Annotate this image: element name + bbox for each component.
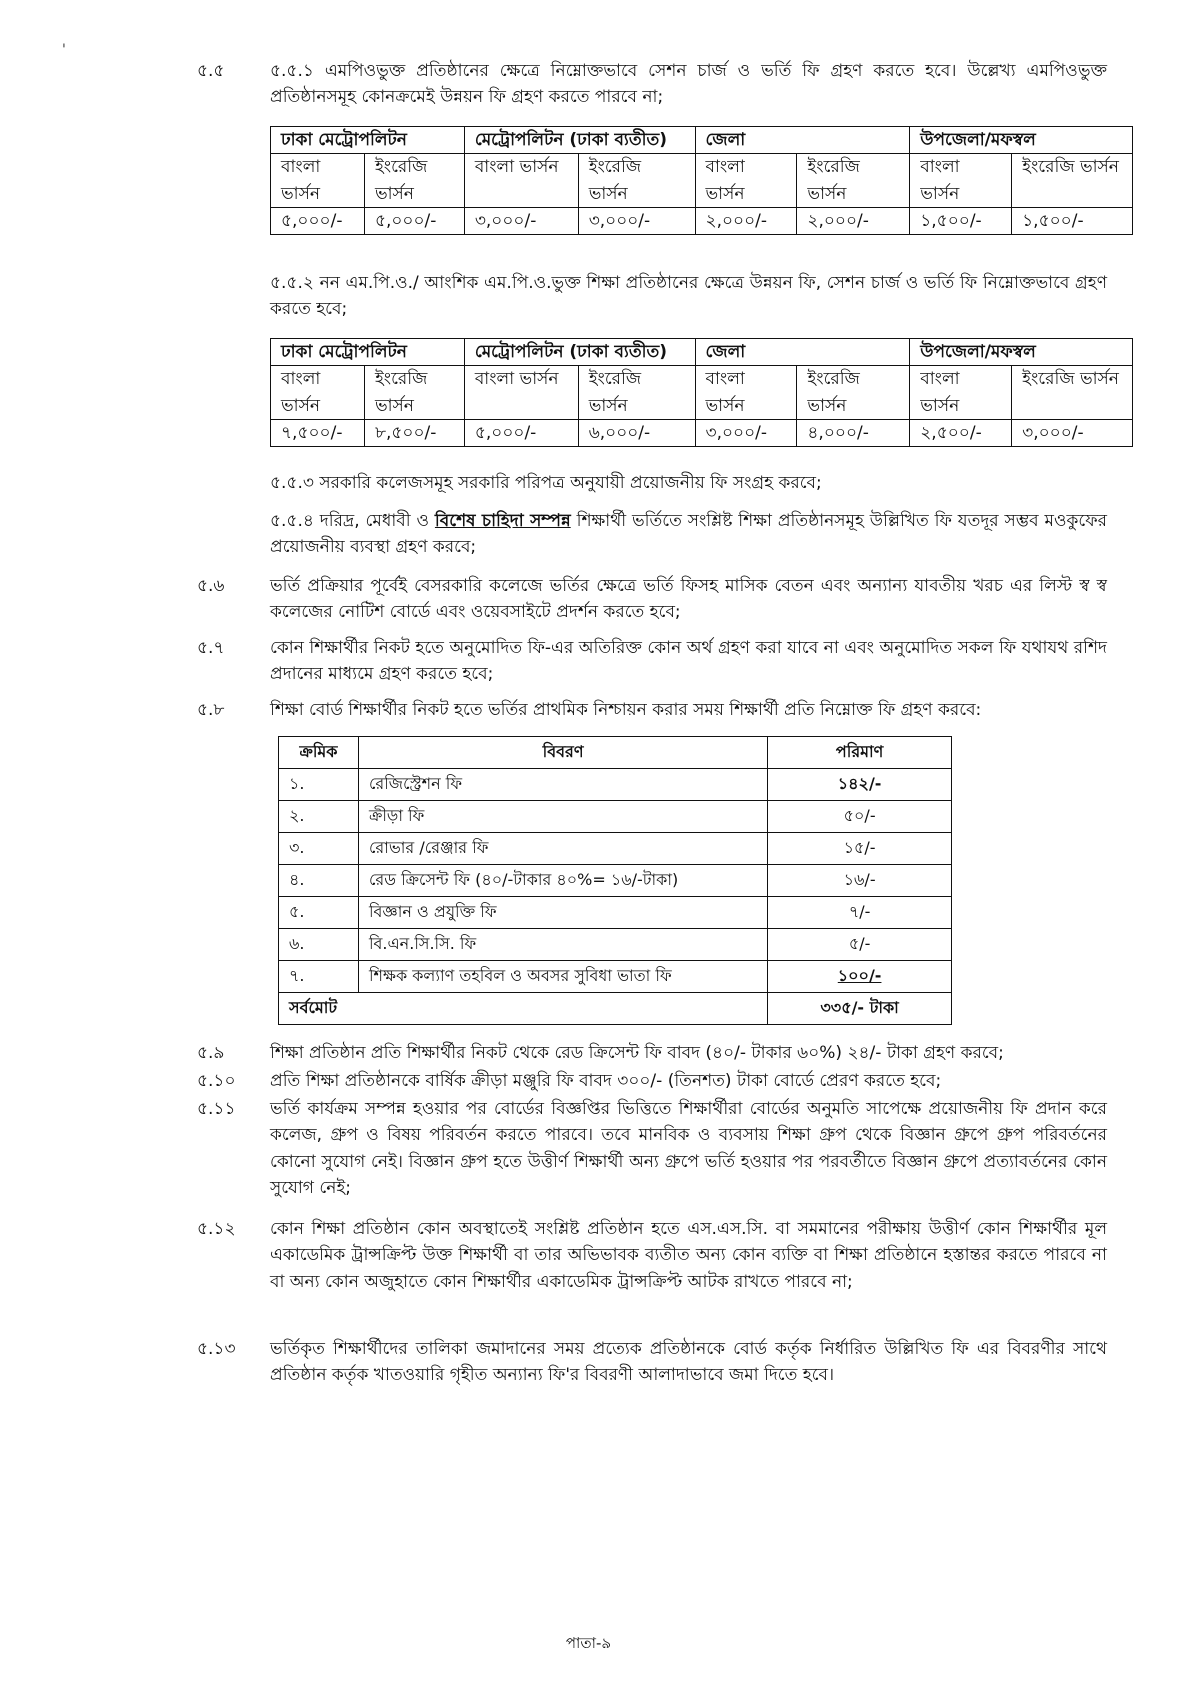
table-row (279, 961, 952, 993)
version-cell: ইংরেজি ভার্সন (578, 154, 695, 208)
serial-cell: ৬. (279, 929, 359, 961)
description-cell: রেড ক্রিসেন্ট ফি (৪০/-টাকার ৪০%= ১৬/-টাকা) (358, 865, 767, 897)
description-cell: রেজিস্ট্রেশন ফি (358, 769, 767, 801)
fee-cell: ৫,০০০/- (271, 208, 365, 235)
serial-cell: ১. (279, 769, 359, 801)
section-number: ৫.১৩ (197, 1339, 236, 1359)
section-number: ৫.১০ (197, 1071, 236, 1091)
amount-cell: ১৫/- (768, 833, 952, 865)
amount-header: পরিমাণ (768, 737, 952, 769)
section-5-12 (197, 1216, 1107, 1295)
region-header: জেলা (695, 127, 910, 154)
serial-header: ক্রমিক (279, 737, 359, 769)
section-5-5 (197, 58, 1107, 111)
region-header: মেট্রোপলিটন (ঢাকা ব্যতীত) (464, 127, 695, 154)
table-row (279, 801, 952, 833)
total-label: সর্বমোট (279, 993, 768, 1025)
fee-cell: ২,৫০০/- (910, 420, 1012, 447)
section-5-8 (197, 697, 1107, 723)
total-row (279, 993, 952, 1025)
section-5-9 (197, 1040, 1107, 1066)
section-text: শিক্ষা প্রতিষ্ঠান প্রতি শিক্ষার্থীর নিকট থেকে রেড ক্রিসেন্ট ফি বাবদ (৪০/- টাকার ৬০%) ২৪/- টাকা গ্রহণ করবে; (270, 1043, 1004, 1063)
region-header: ঢাকা মেট্রোপলিটন (271, 127, 465, 154)
serial-cell: ২. (279, 801, 359, 833)
fee-cell: ১,৫০০/- (1012, 208, 1133, 235)
serial-cell: ৫. (279, 897, 359, 929)
table-row (279, 929, 952, 961)
section-5-5-4-lead: ৫.৫.৪ দরিদ্র, মেধাবী ও (270, 511, 435, 531)
section-text: কোন শিক্ষা প্রতিষ্ঠান কোন অবস্থাতেই সংশ্লিষ্ট প্রতিষ্ঠান হতে এস.এস.সি. বা সমমানের পরীক্ষায় উত্তীর্ণ কোন শিক্ষার্থীর মূল একাডেমিক ট্রান্সক্রিপ্ট উক্ত শিক্ষার্থী বা তার অভিভাবক ব্যতীত অন্য কোন ব্যক্তি বা শিক্ষা প্রতিষ্ঠানে হস্তান্তর করতে পারবে না বা অন্য কোন অজুহাতে কোন শিক্ষার্থীর একাডেমিক ট্রান্সক্রিপ্ট আটক রাখতে পারবে না; (270, 1219, 1107, 1292)
region-header: ঢাকা মেট্রোপলিটন (271, 339, 465, 366)
description-cell: বি.এন.সি.সি. ফি (358, 929, 767, 961)
region-header: মেট্রোপলিটন (ঢাকা ব্যতীত) (464, 339, 695, 366)
fee-cell: ৪,০০০/- (797, 420, 910, 447)
version-cell: বাংলা ভার্সন (695, 154, 797, 208)
fee-table-non-mpo (270, 338, 1133, 447)
fee-cell: ৩,০০০/- (578, 208, 695, 235)
amount-cell: ৫০/- (768, 801, 952, 833)
board-fee-table (278, 736, 952, 1025)
special-needs-emphasis: বিশেষ চাহিদা সম্পন্ন (434, 511, 571, 531)
section-5-5-4-text (270, 508, 1107, 561)
amount-cell: ১৪২/- (768, 769, 952, 801)
serial-cell: ৩. (279, 833, 359, 865)
description-cell: বিজ্ঞান ও প্রযুক্তি ফি (358, 897, 767, 929)
version-cell: বাংলা ভার্সন (910, 154, 1012, 208)
section-5-13 (197, 1336, 1107, 1389)
section-5-5-3-text: ৫.৫.৩ সরকারি কলেজসমূহ সরকারি পরিপত্র অনুযায়ী প্রয়োজনীয় ফি সংগ্রহ করবে; (270, 473, 822, 493)
fee-table-mpo (270, 126, 1133, 235)
version-cell: ইংরেজি ভার্সন (578, 366, 695, 420)
section-number: ৫.১২ (197, 1219, 236, 1239)
fee-cell: ৩,০০০/- (464, 208, 578, 235)
version-cell: বাংলা ভার্সন (695, 366, 797, 420)
fee-cell: ৩,০০০/- (1012, 420, 1133, 447)
section-text: ভর্তি প্রক্রিয়ার পূর্বেই বেসরকারি কলেজে ভর্তির ক্ষেত্রে ভর্তি ফিসহ মাসিক বেতন এবং অন্যান্য যাবতীয় খরচ এর লিস্ট স্ব স্ব কলেজের নোটিশ বোর্ডে এবং ওয়েবসাইটে প্রদর্শন করতে হবে; (270, 576, 1107, 623)
fee-cell: ৭,৫০০/- (271, 420, 365, 447)
scan-mark: ' (62, 42, 66, 58)
amount-cell: ৫/- (768, 929, 952, 961)
section-5-11 (197, 1096, 1107, 1201)
section-5-10 (197, 1068, 1107, 1094)
description-header: বিবরণ (358, 737, 767, 769)
fee-cell: ১,৫০০/- (910, 208, 1012, 235)
table-row (279, 833, 952, 865)
section-5-5-2-text: ৫.৫.২ নন এম.পি.ও./ আংশিক এম.পি.ও.ভুক্ত শিক্ষা প্রতিষ্ঠানের ক্ষেত্রে উন্নয়ন ফি, সেশন চার্জ ও ভর্তি ফি নিম্নোক্তভাবে গ্রহণ করতে হবে; (270, 273, 1107, 320)
amount-cell: ১০০/- (768, 961, 952, 993)
version-cell: ইংরেজি ভার্সন (1012, 154, 1133, 208)
section-text: শিক্ষা বোর্ড শিক্ষার্থীর নিকট হতে ভর্তির প্রাথমিক নিশ্চায়ন করার সময় শিক্ষার্থী প্রতি নিম্নোক্ত ফি গ্রহণ করবে: (270, 700, 982, 720)
amount-cell: ৭/- (768, 897, 952, 929)
version-cell: ইংরেজি ভার্সন (1012, 366, 1133, 420)
section-text: ভর্তিকৃত শিক্ষার্থীদের তালিকা জমাদানের সময় প্রত্যেক প্রতিষ্ঠানকে বোর্ড কর্তৃক নির্ধারিত উল্লিখিত ফি এর বিবরণীর সাথে প্রতিষ্ঠান কর্তৃক খাতওয়ারি গৃহীত অন্যান্য ফি'র বিবরণী আলাদাভাবে জমা দিতে হবে। (270, 1339, 1107, 1386)
section-number: ৫.৮ (197, 700, 225, 720)
fee-cell: ৬,০০০/- (578, 420, 695, 447)
region-header: জেলা (695, 339, 910, 366)
amount-cell: ১৬/- (768, 865, 952, 897)
region-header: উপজেলা/মফস্বল (910, 127, 1133, 154)
fee-cell: ৫,০০০/- (364, 208, 464, 235)
section-number: ৫.৫ (197, 61, 225, 81)
version-cell: বাংলা ভার্সন (271, 154, 365, 208)
section-number: ৫.৬ (197, 576, 225, 596)
section-5-5-4-rest: শিক্ষার্থী ভর্তিতে সংশ্লিষ্ট শিক্ষা প্রতিষ্ঠানসমূহ উল্লিখিত ফি যতদূর সম্ভব মওকুফের প্রয়োজনীয় ব্যবস্থা গ্রহণ করবে; (270, 511, 1107, 558)
fee-cell: ৫,০০০/- (464, 420, 578, 447)
description-cell: ক্রীড়া ফি (358, 801, 767, 833)
fee-cell: ৮,৫০০/- (364, 420, 464, 447)
version-cell: ইংরেজি ভার্সন (364, 366, 464, 420)
total-amount: ৩৩৫/- টাকা (768, 993, 952, 1025)
section-number: ৫.৭ (197, 638, 225, 658)
version-cell: ইংরেজি ভার্সন (797, 366, 910, 420)
section-number: ৫.৯ (197, 1043, 225, 1063)
fee-cell: ৩,০০০/- (695, 420, 797, 447)
fee-cell: ২,০০০/- (797, 208, 910, 235)
table-row (279, 769, 952, 801)
table-row (279, 865, 952, 897)
fee-cell: ২,০০০/- (695, 208, 797, 235)
section-text: প্রতি শিক্ষা প্রতিষ্ঠানকে বার্ষিক ক্রীড়া মঞ্জুরি ফি বাবদ ৩০০/- (তিনশত) টাকা বোর্ডে প্রেরণ করতে হবে; (270, 1071, 942, 1091)
section-text: ভর্তি কার্যক্রম সম্পন্ন হওয়ার পর বোর্ডের বিজ্ঞপ্তির ভিত্তিতে শিক্ষার্থীরা বোর্ডের অনুমতি সাপেক্ষে প্রয়োজনীয় ফি প্রদান করে কলেজ, গ্রুপ ও বিষয় পরিবর্তন করতে পারবে। তবে মানবিক ও ব্যবসায় শিক্ষা গ্রুপ থেকে বিজ্ঞান গ্রুপে গ্রুপ পরিবর্তনের কোনো সুযোগ নেই। বিজ্ঞান গ্রুপ হতে উত্তীর্ণ শিক্ষার্থী অন্য গ্রুপে ভর্তি হওয়ার পর পরবর্তীতে বিজ্ঞান গ্রুপে প্রত্যাবর্তনের কোন সুযোগ নেই; (270, 1099, 1107, 1199)
page-number: পাতা-৯ (565, 1634, 612, 1652)
version-cell: বাংলা ভার্সন (910, 366, 1012, 420)
description-cell: শিক্ষক কল্যাণ তহবিল ও অবসর সুবিধা ভাতা ফি (358, 961, 767, 993)
table-row (279, 897, 952, 929)
section-text: কোন শিক্ষার্থীর নিকট হতে অনুমোদিত ফি-এর অতিরিক্ত কোন অর্থ গ্রহণ করা যাবে না এবং অনুমোদিত সকল ফি যথাযথ রশিদ প্রদানের মাধ্যমে গ্রহণ করতে হবে; (270, 638, 1107, 685)
version-cell: ইংরেজি ভার্সন (797, 154, 910, 208)
version-cell: ইংরেজি ভার্সন (364, 154, 464, 208)
version-cell: বাংলা ভার্সন (271, 366, 365, 420)
region-header: উপজেলা/মফস্বল (910, 339, 1133, 366)
section-number: ৫.১১ (197, 1099, 236, 1119)
section-5-6 (197, 573, 1107, 626)
serial-cell: ৭. (279, 961, 359, 993)
version-cell: বাংলা ভার্সন (464, 366, 578, 420)
description-cell: রোভার /রেঞ্জার ফি (358, 833, 767, 865)
section-5-7 (197, 635, 1107, 688)
serial-cell: ৪. (279, 865, 359, 897)
version-cell: বাংলা ভার্সন (464, 154, 578, 208)
section-5-5-1-text: ৫.৫.১ এমপিওভুক্ত প্রতিষ্ঠানের ক্ষেত্রে নিম্নোক্তভাবে সেশন চার্জ ও ভর্তি ফি গ্রহণ করতে হবে। উল্লেখ্য এমপিওভুক্ত প্রতিষ্ঠানসমূহ কোনক্রমেই উন্নয়ন ফি গ্রহণ করতে পারবে না; (270, 61, 1107, 108)
